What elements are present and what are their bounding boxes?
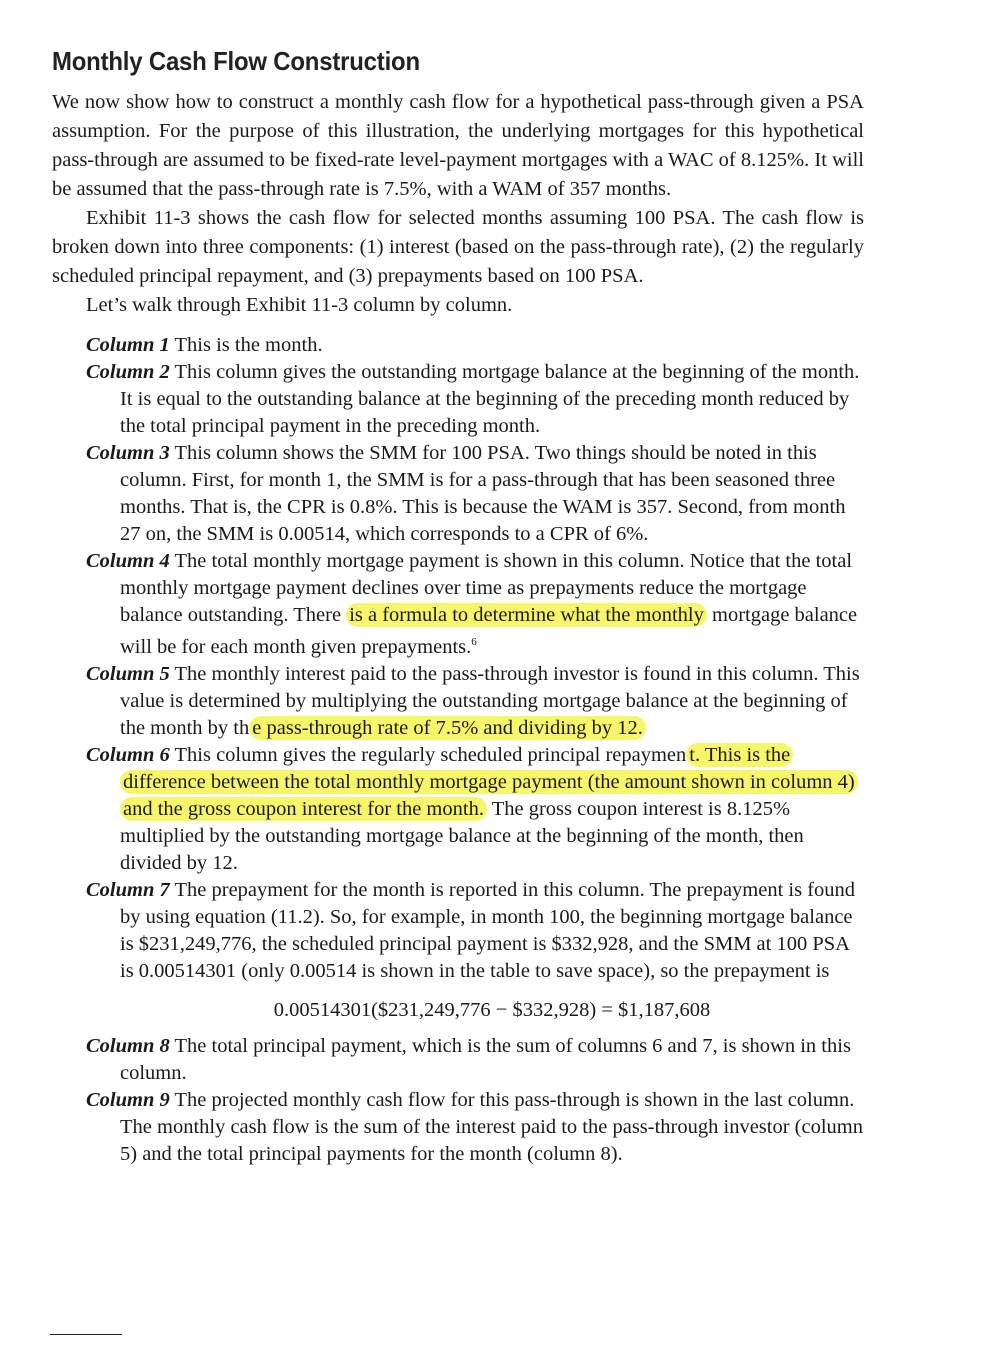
column-text-continued: mortgage balance will be for each month given prepayments. bbox=[120, 604, 858, 658]
column-item-6 bbox=[86, 742, 864, 877]
column-text: The prepayment for the month is reported in this column. The prepayment is found by using equation (11.2). So, for example, in month 100, the beginning mortgage balance is $231,249,776, the scheduled principal payment is $332,928, and the SMM at 100 PSA is 0.00514301 (only 0.00514 is shown in the table to save space), so the prepayment is bbox=[120, 878, 856, 982]
column-label: Column 1 bbox=[86, 334, 170, 356]
column-text: This is the month. bbox=[174, 334, 323, 356]
column-item-1 bbox=[86, 332, 864, 359]
column-label: Column 2 bbox=[86, 361, 170, 383]
column-text: The projected monthly cash flow for this pass-through is shown in the last column. The monthly cash flow is the sum of the interest paid to the pass-through investor (column 5) and the total principal payments for the month (column 8). bbox=[120, 1088, 863, 1165]
column-label: Column 9 bbox=[86, 1088, 170, 1111]
column-text-continued: The gross coupon interest is 8.125% multiplied by the outstanding mortgage balance at the beginning of the month, then divided by 12. bbox=[120, 797, 804, 874]
column-item-8 bbox=[86, 1033, 864, 1087]
highlighted-text: e pass-through rate of 7.5% and dividing by 12. bbox=[249, 716, 646, 740]
walkthrough-paragraph: Let’s walk through Exhibit 11-3 column by column. bbox=[86, 294, 513, 316]
column-item-3 bbox=[86, 440, 864, 548]
footnote-divider bbox=[50, 1334, 122, 1335]
column-text: The monthly interest paid to the pass-through investor is found in this column. This value is determined by multiplying the outstanding mortgage balance at the beginning of the month by th bbox=[120, 662, 860, 739]
column-item-9 bbox=[86, 1087, 864, 1168]
footnote-marker[interactable]: 6 bbox=[471, 636, 477, 648]
page-content bbox=[52, 40, 864, 1168]
column-item-7 bbox=[86, 877, 864, 985]
column-text: This column gives the outstanding mortgage balance at the beginning of the month. It is equal to the outstanding balance at the beginning of the preceding month reduced by the total principal payment in the preceding month. bbox=[120, 361, 860, 437]
column-text: This column gives the regularly scheduled principal repaymen bbox=[174, 743, 687, 766]
column-label: Column 7 bbox=[86, 878, 170, 901]
column-text: The total monthly mortgage payment is shown in this column. Notice that the total monthly mortgage payment declines over time as prepayments reduce the mortgage balance outstanding. There bbox=[120, 550, 853, 626]
column-label: Column 3 bbox=[86, 442, 170, 464]
section-heading: Monthly Cash Flow Construction bbox=[52, 46, 420, 76]
highlighted-text: is a formula to determine what the monthly bbox=[346, 603, 707, 627]
column-item-5 bbox=[86, 661, 864, 742]
highlighted-text: t. This is the difference between the total monthly mortgage payment (the amount shown in column 4) and the gross coupon interest for the month. bbox=[120, 743, 858, 821]
column-label: Column 8 bbox=[86, 1034, 170, 1057]
column-item-4 bbox=[86, 548, 864, 661]
column-text: This column shows the SMM for 100 PSA. Two things should be noted in this column. First, for month 1, the SMM is for a pass-through that has been seasoned three months. That is, the CPR is 0.8%. This is because the WAM is 357. Second, from month 27 on, the SMM is 0.00514, which corresponds to a CPR of 6%. bbox=[120, 442, 846, 545]
column-item-2 bbox=[86, 359, 864, 440]
column-label: Column 6 bbox=[86, 743, 170, 766]
prepayment-equation: 0.00514301($231,249,776 − $332,928) = $1,187,608 bbox=[273, 998, 711, 1021]
column-label: Column 4 bbox=[86, 550, 170, 572]
column-text: The total principal payment, which is the sum of columns 6 and 7, is shown in this column. bbox=[120, 1034, 851, 1084]
column-descriptions bbox=[52, 332, 864, 1168]
column-label: Column 5 bbox=[86, 662, 170, 685]
exhibit-paragraph: Exhibit 11-3 shows the cash flow for selected months assuming 100 PSA. The cash flow is broken down into three components: (1) interest (based on the pass-through rate), (2) the regularly scheduled principal repayment, and (3) prepayments based on 100 PSA. bbox=[52, 207, 864, 287]
intro-paragraph: We now show how to construct a monthly cash flow for a hypothetical pass-through given a PSA assumption. For the purpose of this illustration, the underlying mortgages for this hypothetical pass-through are assumed to be fixed-rate level-payment mortgages with a WAC of 8.125%. It will be assumed that the pass-through rate is 7.5%, with a WAM of 357 months. bbox=[52, 91, 864, 200]
